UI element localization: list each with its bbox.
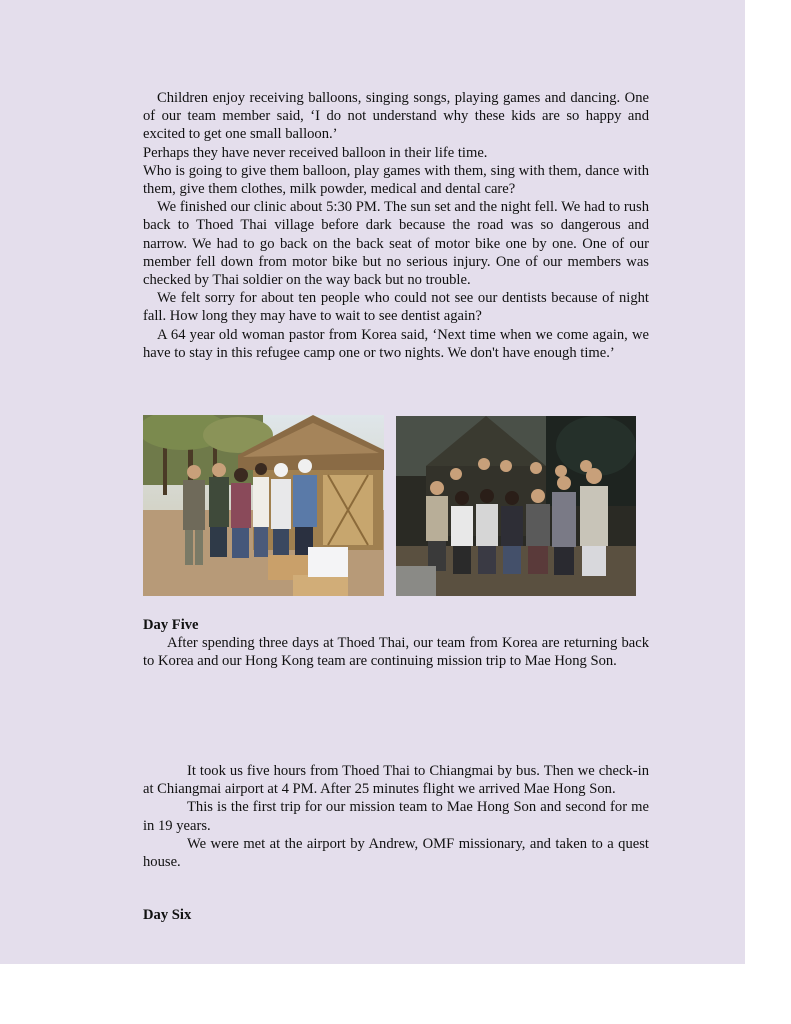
paragraph-perhaps: Perhaps they have never received balloon in their life time.	[143, 144, 488, 161]
day-six-heading: Day Six	[143, 907, 192, 923]
paragraph-clinic-finished: We finished our clinic about 5:30 PM. The sun set and the night fell. We had to rush back to Thoed Thai village before dark because the road was so dangerous and narrow. We had to go back on the back seat of motor bike one by one. One of our member fell down from motor bike but no serious injury. One of our members was checked by Thai soldier on the way back but no trouble.	[143, 199, 649, 289]
paragraph-who: Who is going to give them balloon, play games with them, sing with them, dance with them, give them clothes, milk powder, medical and dental care?	[143, 162, 649, 198]
day-six-section	[143, 906, 649, 924]
paragraph-balloons: Children enjoy receiving balloons, singing songs, playing games and dancing. One of our team member said, ‘I do not understand why these kids are so happy and excited to get one small balloon.’	[143, 90, 649, 143]
paragraph-bus-trip: It took us five hours from Thoed Thai to Chiangmai by bus. Then we check-in at Chiangmai airport at 4 PM. After 25 minutes flight we arrived Mae Hong Son.	[143, 763, 649, 798]
group-photo-daytime	[143, 415, 384, 596]
top-text-block	[143, 89, 649, 362]
day-five-heading: Day Five	[143, 617, 199, 633]
group-photo-evening	[396, 416, 636, 596]
day-five-paragraph: After spending three days at Thoed Thai, our team from Korea are returning back to Korea and our Hong Kong team are continuing mission trip to Mae Hong Son.	[143, 635, 649, 670]
paragraph-met-airport: We were met at the airport by Andrew, OMF missionary, and taken to a quest house.	[143, 835, 649, 871]
day-five-section	[143, 616, 649, 671]
bottom-text-block	[143, 762, 649, 871]
paragraph-first-trip: This is the first trip for our mission team to Mae Hong Son and second for me in 19 years.	[143, 799, 649, 834]
paragraph-felt-sorry: We felt sorry for about ten people who could not see our dentists because of night fall. How long they may have to wait to see dentist again?	[143, 290, 649, 325]
paragraph-korean-pastor: A 64 year old woman pastor from Korea said, ‘Next time when we come again, we have to stay in this refugee camp one or two nights. We don't have enough time.’	[143, 326, 649, 361]
